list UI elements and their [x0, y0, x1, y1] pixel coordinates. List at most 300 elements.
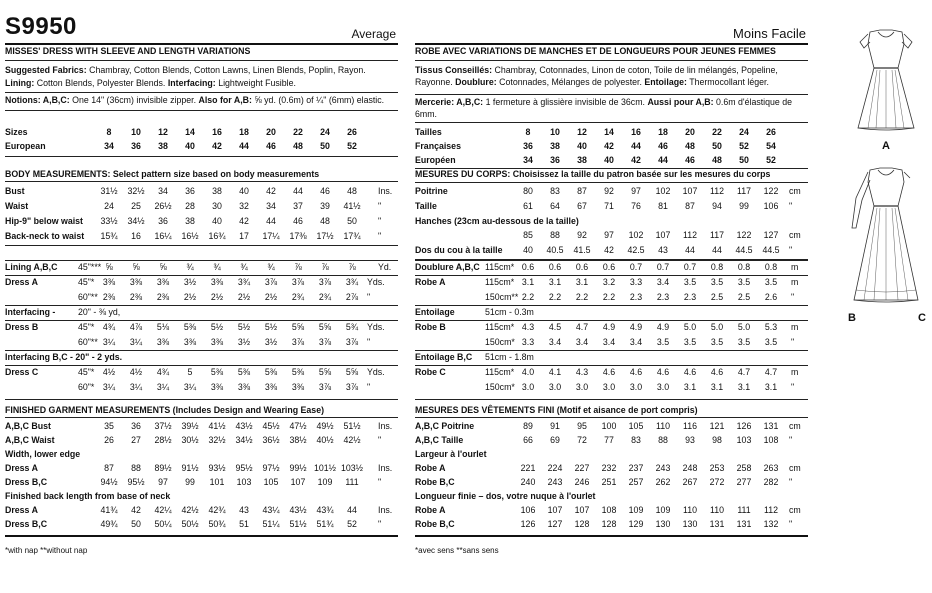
row-value: 42¼	[154, 505, 172, 515]
finished-row	[5, 490, 398, 503]
row-value: 16¼	[154, 231, 172, 241]
row-value: 3.5	[764, 337, 778, 347]
row-value: 3.1	[710, 382, 724, 392]
suggested-fabrics	[415, 64, 808, 88]
row-value: 50	[347, 216, 357, 226]
row-value: 3½	[183, 277, 197, 287]
body-measurements-title	[5, 168, 398, 181]
row-label: Dress A	[5, 505, 38, 515]
row-value: 49¾	[100, 519, 118, 529]
row-fabric-width: 150cm*	[485, 337, 515, 347]
row-value: 3.3	[521, 337, 535, 347]
row-value: 26	[104, 435, 114, 445]
sketch-label-a: A	[882, 140, 890, 152]
row-value: 253	[709, 463, 725, 473]
row-value: 111	[345, 477, 359, 487]
pattern-code: S9950	[5, 13, 77, 40]
row-fabric-width: 60"**	[78, 292, 98, 302]
row-label: Width, lower edge	[5, 449, 81, 459]
row-unit: Ins.	[378, 421, 393, 431]
difficulty-level: Average	[351, 27, 396, 41]
row-value: 109	[317, 477, 333, 487]
row-value: 112	[709, 186, 725, 196]
row-value: 131	[736, 519, 752, 529]
row-value: 110	[655, 421, 671, 431]
row-value: 106	[763, 201, 779, 211]
row-value: 110	[682, 505, 698, 515]
row-value: 262	[655, 477, 671, 487]
yardage-row	[5, 351, 398, 364]
row-value: 40.5	[546, 245, 564, 255]
row-value: 4.6	[629, 367, 643, 377]
finished-row	[415, 504, 808, 517]
finished-row	[5, 518, 398, 531]
row-value: 243	[655, 463, 671, 473]
row-unit: Yds.	[367, 367, 385, 377]
french-size-value: 52	[739, 141, 749, 151]
row-value: 121	[709, 421, 725, 431]
row-value: 108	[601, 505, 617, 515]
row-value: 43¾	[316, 505, 334, 515]
row-unit: "	[789, 435, 793, 445]
european-size-value: 38	[577, 155, 587, 165]
european-size-value: 38	[158, 141, 168, 151]
row-value: 2⅞	[345, 292, 359, 302]
row-value: 246	[574, 477, 590, 487]
row-value: 4.7	[737, 367, 751, 377]
french-size-value: 42	[604, 141, 614, 151]
row-label: A,B,C Waist	[5, 435, 55, 445]
row-value: 131	[709, 519, 725, 529]
row-value: 34½	[127, 216, 145, 226]
row-unit: Yds.	[367, 277, 385, 287]
row-value: 131	[763, 421, 779, 431]
row-value: 5⅜	[183, 322, 197, 332]
body-title: BODY MEASUREMENTS: Select pattern size based on body measurements	[5, 169, 320, 179]
finished-row	[415, 448, 808, 461]
europeen-label: Européen	[415, 155, 456, 165]
french-sizes-row	[415, 140, 808, 153]
size-value: 20	[266, 127, 276, 137]
row-value: 66	[523, 435, 533, 445]
row-value: 17	[239, 231, 249, 241]
finished-row	[415, 490, 808, 503]
row-value: 107	[547, 505, 563, 515]
row-value: 42	[604, 245, 614, 255]
yardage-row	[5, 306, 398, 319]
row-value: 3⅞	[345, 382, 359, 392]
row-value: 30	[212, 201, 222, 211]
row-value: 267	[682, 477, 698, 487]
row-value: 38	[185, 216, 195, 226]
row-value: 3.1	[521, 277, 535, 287]
row-label: Interfacing B,C - 20" - 2 yds.	[5, 352, 123, 362]
row-value: ⅞	[294, 262, 302, 272]
row-value: 5.0	[710, 322, 724, 332]
row-value: 4¾	[102, 322, 116, 332]
row-label: Dress A	[5, 277, 38, 287]
notions-text: 1 fermeture à glissière invisible de 36cm.	[485, 97, 645, 107]
size-value: 16	[212, 127, 222, 137]
row-value: ⅞	[321, 262, 329, 272]
finished-row	[415, 462, 808, 475]
row-value: 221	[520, 463, 536, 473]
finished-title: MESURES DES VÊTEMENTS FINI (Motif et aisance de port compris)	[415, 405, 698, 415]
row-value: 16¾	[208, 231, 226, 241]
row-unit: "	[367, 382, 371, 392]
lining-label: Lining:	[5, 78, 35, 88]
row-unit: Yds.	[367, 322, 385, 332]
row-value: 92	[577, 230, 587, 240]
yardage-row	[5, 336, 398, 349]
row-value: 3¼	[102, 337, 116, 347]
row-value: 3.1	[575, 277, 589, 287]
row-unit: Ins.	[378, 463, 393, 473]
row-label: Dos du cou à la taille	[415, 245, 503, 255]
rule	[415, 182, 808, 183]
row-value: 3.0	[602, 382, 616, 392]
row-value: 4.6	[683, 367, 697, 377]
yardage-row	[5, 291, 398, 304]
row-unit: "	[378, 519, 382, 529]
row-value: 5	[187, 367, 193, 377]
row-value: 3⅜	[210, 337, 224, 347]
finished-row	[5, 448, 398, 461]
row-value: 3¼	[102, 382, 116, 392]
row-value: 3⅜	[156, 337, 170, 347]
row-value: 5⅜	[237, 367, 251, 377]
row-value: 50¼	[154, 519, 172, 529]
row-value: ¾	[240, 262, 248, 272]
row-value: 88	[550, 230, 560, 240]
row-label: Largeur à l'ourlet	[415, 449, 487, 459]
row-value: 3.4	[656, 277, 670, 287]
row-value: 3.0	[575, 382, 589, 392]
row-value: 3.4	[629, 337, 643, 347]
row-value: 105	[628, 421, 644, 431]
row-value: 36	[131, 421, 141, 431]
row-value: 3⅜	[210, 382, 224, 392]
row-value: 112	[763, 505, 779, 515]
row-value: 50	[131, 519, 141, 529]
row-unit: Ins.	[378, 186, 393, 196]
notions-label: Mercerie: A,B,C:	[415, 97, 484, 107]
interfacing-text: Lightweight Fusible.	[218, 78, 296, 88]
body-row	[415, 215, 808, 228]
row-fabric-width: 45"*	[78, 367, 95, 377]
row-value: 51½	[343, 421, 361, 431]
row-value: 5½	[264, 322, 278, 332]
row-value: 0.6	[521, 262, 535, 272]
row-value: 99	[185, 477, 195, 487]
row-unit: "	[789, 519, 793, 529]
rule	[5, 156, 398, 157]
row-value: 3¾	[345, 277, 359, 287]
row-label: Dress B	[5, 322, 39, 332]
row-value: 232	[601, 463, 617, 473]
row-unit: Ins.	[378, 505, 393, 515]
row-unit: cm	[789, 186, 801, 196]
notions-also-label: Aussi pour A,B:	[647, 97, 714, 107]
row-value: 3.2	[602, 277, 616, 287]
row-unit: "	[791, 292, 795, 302]
row-label: Robe B,C	[415, 519, 455, 529]
row-value: 44	[293, 186, 303, 196]
fabrics-text: Chambray, Cotton Blends, Cotton Lawns, Linen Blends, Poplin, Rayon.	[89, 65, 366, 75]
row-value: 4⅞	[129, 322, 143, 332]
finished-row	[5, 476, 398, 489]
row-value: 227	[574, 463, 590, 473]
european-size-value: 48	[712, 155, 722, 165]
row-value: 0.7	[656, 262, 670, 272]
row-value: 3⅜	[129, 277, 143, 287]
row-value: 3.1	[683, 382, 697, 392]
row-value: 101½	[313, 463, 336, 473]
row-value: 3⅞	[318, 277, 332, 287]
row-value: 3⅜	[291, 382, 305, 392]
lining-interfacing	[5, 77, 398, 89]
yardage-row	[415, 276, 808, 289]
row-value: 97	[158, 477, 168, 487]
french-size-value: 54	[766, 141, 776, 151]
row-value: 44	[266, 216, 276, 226]
fabrics-label: Suggested Fabrics:	[5, 65, 87, 75]
row-unit: "	[791, 382, 795, 392]
row-value: ⅞	[348, 262, 356, 272]
row-value: 80	[523, 186, 533, 196]
row-fabric-width: 51cm - 1.8m	[485, 352, 534, 362]
row-value: 25	[131, 201, 141, 211]
row-value: ¾	[186, 262, 194, 272]
row-value: ¾	[213, 262, 221, 272]
row-value: 2.2	[575, 292, 589, 302]
row-label: Robe A	[415, 505, 446, 515]
sizes-row	[415, 126, 808, 139]
yardage-row	[5, 321, 398, 334]
size-value: 14	[185, 127, 195, 137]
row-value: 103	[736, 435, 752, 445]
european-sizes-row	[5, 140, 398, 153]
row-value: 34	[266, 201, 276, 211]
row-value: 38½	[289, 435, 307, 445]
row-value: 37½	[154, 421, 172, 431]
row-value: 99½	[289, 463, 307, 473]
row-value: 0.6	[602, 262, 616, 272]
row-value: 3½	[237, 337, 251, 347]
row-value: 43	[658, 245, 668, 255]
yardage-row	[415, 291, 808, 304]
row-value: 0.7	[683, 262, 697, 272]
row-value: 89½	[154, 463, 172, 473]
row-value: 4.3	[521, 322, 535, 332]
row-value: 67	[577, 201, 587, 211]
row-unit: m	[791, 262, 799, 272]
row-value: 128	[601, 519, 617, 529]
row-value: 3⅞	[291, 277, 305, 287]
rule	[5, 92, 398, 93]
european-size-value: 52	[347, 141, 357, 151]
rule	[5, 110, 398, 111]
row-value: 88	[658, 435, 668, 445]
finished-measurements-title	[5, 404, 398, 417]
row-value: 36	[185, 186, 195, 196]
row-value: 61	[523, 201, 533, 211]
european-size-value: 42	[212, 141, 222, 151]
row-value: 248	[682, 463, 698, 473]
row-label: Hip-9" below waist	[5, 216, 83, 226]
row-label: Dress A	[5, 463, 38, 473]
european-size-value: 36	[131, 141, 141, 151]
notions-text: One 14" (36cm) invisible zipper.	[72, 95, 197, 105]
row-value: 71	[604, 201, 614, 211]
row-value: 117	[709, 230, 725, 240]
french-size-value: 50	[712, 141, 722, 151]
row-value: 5⅝	[318, 322, 332, 332]
row-value: 3.1	[737, 382, 751, 392]
row-value: 40	[523, 245, 533, 255]
body-row	[5, 200, 398, 213]
row-value: 17⅜	[289, 231, 307, 241]
row-value: 95½	[127, 477, 145, 487]
fabrics-label: Tissus Conseillés:	[415, 65, 493, 75]
row-value: 243	[547, 477, 563, 487]
row-value: 50½	[181, 519, 199, 529]
row-value: 42	[266, 186, 276, 196]
row-value: 99	[739, 201, 749, 211]
row-value: 102	[655, 186, 671, 196]
row-value: 4.6	[602, 367, 616, 377]
row-label: Robe B	[415, 322, 446, 332]
row-value: 3¼	[129, 337, 143, 347]
row-unit: "	[789, 201, 793, 211]
row-label: Interfacing -	[5, 307, 56, 317]
row-value: 3.0	[521, 382, 535, 392]
row-value: 3⅜	[183, 337, 197, 347]
row-value: 117	[736, 186, 752, 196]
row-value: 17½	[316, 231, 334, 241]
rule	[415, 94, 808, 95]
row-value: 3¼	[129, 382, 143, 392]
row-value: 4.5	[548, 322, 562, 332]
finished-row	[415, 518, 808, 531]
row-value: 5½	[210, 322, 224, 332]
suggested-fabrics	[5, 64, 398, 76]
french-size-value: 48	[685, 141, 695, 151]
yardage-row	[5, 276, 398, 289]
row-unit: "	[378, 435, 382, 445]
row-label: Dress C	[5, 367, 39, 377]
notions	[415, 96, 808, 120]
row-value: 51¼	[262, 519, 280, 529]
notions-also-label: Also for A,B:	[198, 95, 252, 105]
row-fabric-width: 51cm - 0.3m	[485, 307, 534, 317]
row-unit: "	[789, 477, 793, 487]
french-size-value: 38	[550, 141, 560, 151]
row-fabric-width: 150cm*	[485, 382, 515, 392]
row-value: 3⅜	[102, 277, 116, 287]
row-value: 0.7	[629, 262, 643, 272]
row-value: 5⅜	[291, 367, 305, 377]
size-value: 14	[604, 127, 614, 137]
row-value: 36	[158, 216, 168, 226]
body-row	[5, 185, 398, 198]
row-value: 40	[239, 186, 249, 196]
row-value: 122	[763, 186, 779, 196]
row-value: 2.3	[683, 292, 697, 302]
european-size-value: 34	[104, 141, 114, 151]
row-label: Longueur finie – dos, votre nuque à l'ourlet	[415, 491, 596, 501]
row-value: 103	[236, 477, 252, 487]
row-value: 97½	[262, 463, 280, 473]
row-value: 4.3	[575, 367, 589, 377]
row-value: 32	[239, 201, 249, 211]
french-size-value: 46	[658, 141, 668, 151]
row-value: 16½	[181, 231, 199, 241]
row-value: 2.5	[737, 292, 751, 302]
row-value: 224	[547, 463, 563, 473]
row-fabric-width: 45"*	[78, 277, 95, 287]
row-value: 240	[520, 477, 536, 487]
row-value: 48	[320, 216, 330, 226]
rule	[5, 399, 398, 400]
row-label: Bust	[5, 186, 25, 196]
row-value: 4.0	[521, 367, 535, 377]
row-label: Robe C	[415, 367, 446, 377]
row-value: 3⅞	[318, 382, 332, 392]
body-title: MESURES DU CORPS: Choisissez la taille du patron basée sur les mesures du corps	[415, 169, 771, 179]
row-value: 263	[763, 463, 779, 473]
size-value: 26	[766, 127, 776, 137]
row-value: 42	[131, 505, 141, 515]
section-title	[415, 45, 808, 58]
sketch-label-c: C	[918, 312, 926, 324]
european-size-value: 36	[550, 155, 560, 165]
size-value: 24	[320, 127, 330, 137]
row-value: 3.3	[629, 277, 643, 287]
row-fabric-width: 115cm*	[485, 367, 515, 377]
row-value: 2½	[264, 292, 278, 302]
row-value: 42¾	[208, 505, 226, 515]
lining-label: Doublure:	[455, 77, 497, 87]
finished-row	[415, 476, 808, 489]
row-value: 127	[763, 230, 779, 240]
row-value: 15¾	[100, 231, 118, 241]
rule	[5, 245, 398, 246]
row-fabric-width: 60"**	[78, 337, 98, 347]
european-size-value: 40	[185, 141, 195, 151]
row-value: 95	[577, 421, 587, 431]
row-value: 2⅜	[156, 292, 170, 302]
row-value: 3.5	[737, 277, 751, 287]
row-fabric-width: 115cm*	[485, 322, 515, 332]
row-unit: "	[378, 216, 382, 226]
row-fabric-width: 115cm*	[485, 277, 515, 287]
row-value: 50¾	[208, 519, 226, 529]
row-value: 44	[712, 245, 722, 255]
sizes-row	[5, 126, 398, 139]
row-value: 44.5	[762, 245, 780, 255]
row-value: 76	[631, 201, 641, 211]
row-value: ⅝	[105, 262, 113, 272]
row-unit: cm	[789, 505, 801, 515]
row-value: 109	[655, 505, 671, 515]
row-value: 3⅜	[264, 382, 278, 392]
row-value: 64	[550, 201, 560, 211]
row-value: 30½	[181, 435, 199, 445]
row-value: 107	[290, 477, 306, 487]
row-label: Entoilage B,C	[415, 352, 473, 362]
row-value: 4¾	[156, 367, 170, 377]
